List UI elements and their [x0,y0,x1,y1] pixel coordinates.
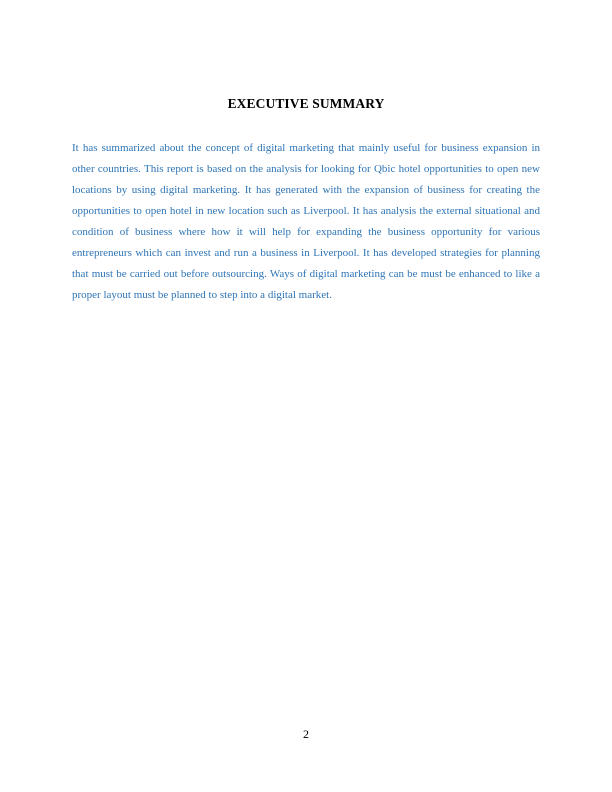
summary-paragraph: It has summarized about the concept of digital marketing that mainly useful for business expansion in other countries. This report is based on the analysis for looking for Qbic hotel opportunities to open new locations by using digital marketing. It has generated with the expansion of business for creating the opportunities to open hotel in new location such as Liverpool. It has analysis the external situational and condition of business where how it will help for expanding the business opportunity for various entrepreneurs which can invest and run a business in Liverpool. It has developed strategies for planning that must be carried out before outsourcing. Ways of digital marketing can be must be enhanced to like a proper layout must be planned to step into a digital market. [72,142,540,301]
page-number: 2 [303,727,309,741]
page-title: EXECUTIVE SUMMARY [227,96,385,111]
